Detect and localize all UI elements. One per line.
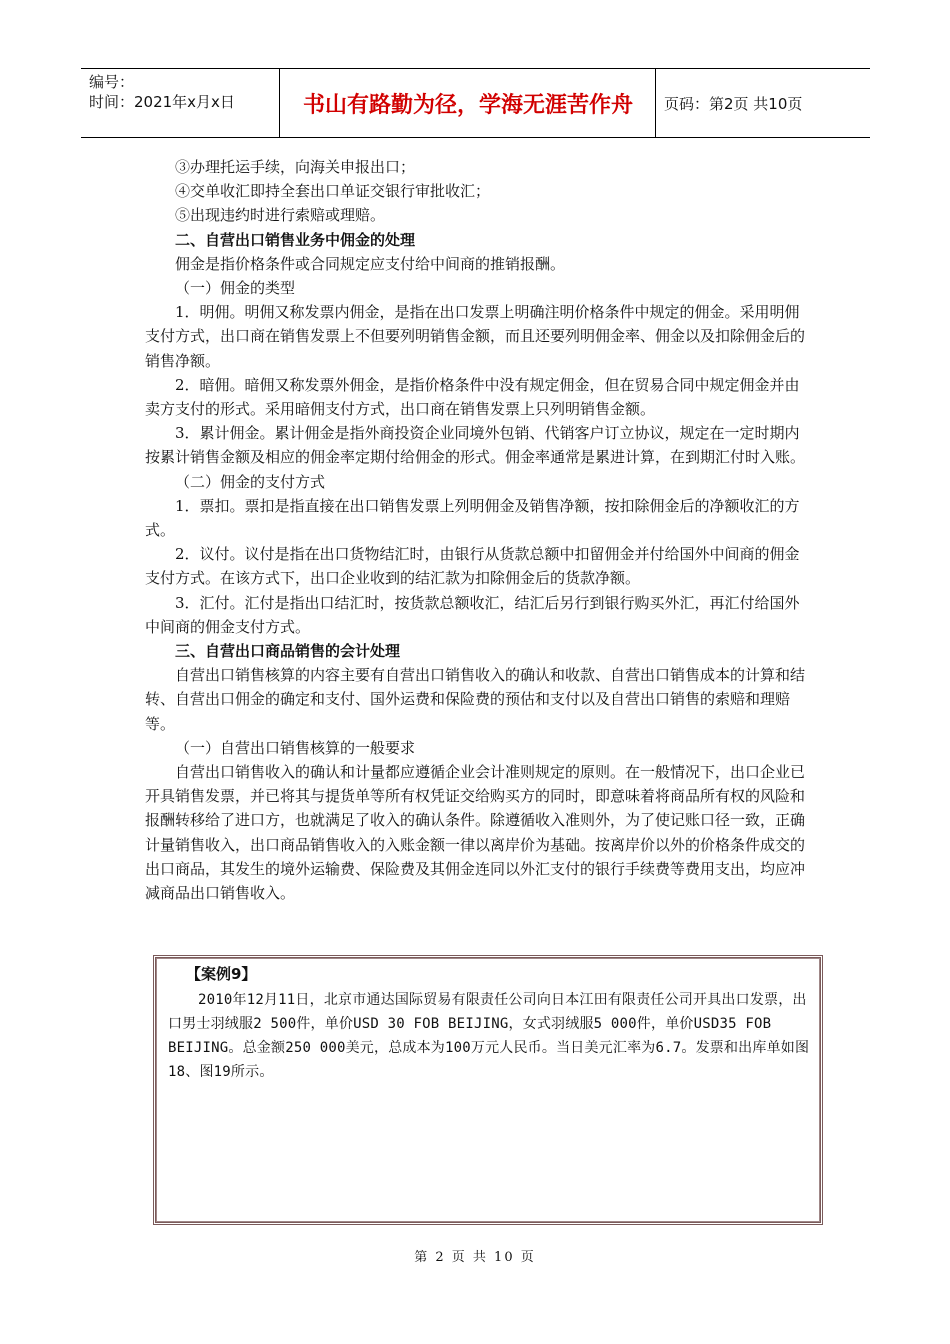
- paragraph: 佣金是指价格条件或合同规定应支付给中间商的推销报酬。: [175, 254, 566, 273]
- paragraph: ④交单收汇即持全套出口单证交银行审批收汇；: [175, 182, 491, 201]
- paragraph: 3．汇付。汇付是指出口结汇时，按货款总额收汇，结汇后另行到银行购买外汇，再汇付给国外中间商的佣金支付方式。: [145, 593, 800, 636]
- case-title: 【案例9】: [186, 965, 257, 983]
- case-body: 2010年12月11日，北京市通达国际贸易有限责任公司向日本江田有限责任公司开具出口发票，出口男士羽绒服2 500件，单价USD 30 FOB BEIJING，女式羽绒服5 000件，单价USD35 FOB BEIJING。总金额250 000美元，总成本为100万元人民币。当日美元汇率为6.7。发票和出库单如图18、图19所示。: [168, 992, 810, 1080]
- page-header: [81, 68, 870, 138]
- section-heading: 三、自营出口商品销售的会计处理: [175, 642, 401, 661]
- header-date: 时间：2021年x月x日: [89, 93, 235, 111]
- page-footer: 第 2 页 共 10 页: [414, 1250, 536, 1265]
- document-body: [145, 155, 805, 905]
- paragraph: ③办理托运手续，向海关申报出口；: [175, 158, 416, 176]
- header-page-info: 页码：第2页 共10页: [664, 94, 803, 113]
- paragraph: ⑤出现违约时进行索赔或理赔。: [175, 206, 386, 225]
- header-meta: [81, 69, 280, 137]
- paragraph: 自营出口销售收入的确认和计量都应遵循企业会计准则规定的原则。在一般情况下，出口企业已开具销售发票，并已将其与提货单等所有权凭证交给购买方的同时，即意味着将商品所有权的风险和报酬转移给了进口方，也就满足了收入的确认条件。除遵循收入准则外，为了使记账口径一致，正确计量销售收入，出口商品销售收入的入账金额一律以离岸价为基础。按离岸价以外的价格条件成交的出口商品，其发生的境外运输费、保险费及其佣金连同以外汇支付的银行手续费等费用支出，均应冲减商品出口销售收入。: [145, 763, 806, 903]
- paragraph: 3．累计佣金。累计佣金是指外商投资企业同境外包销、代销客户订立协议，规定在一定时期内按累计销售金额及相应的佣金率定期付给佣金的形式。佣金率通常是累进计算，在到期汇付时入账。: [145, 424, 806, 467]
- paragraph: 1．票扣。票扣是指直接在出口销售发票上列明佣金及销售净额，按扣除佣金后的净额收汇的方式。: [145, 496, 800, 540]
- paragraph: （一）佣金的类型: [175, 279, 296, 298]
- paragraph: 自营出口销售核算的内容主要有自营出口销售收入的确认和收款、自营出口销售成本的计算和结转、自营出口佣金的确定和支付、国外运费和保险费的预估和支付以及自营出口销售的索赔和理赔等。: [145, 666, 806, 733]
- case-box: [153, 955, 823, 1225]
- paragraph: （二）佣金的支付方式: [175, 472, 326, 491]
- paragraph: 1．明佣。明佣又称发票内佣金，是指在出口发票上明确注明价格条件中规定的佣金。采用明佣支付方式，出口商在销售发票上不但要列明销售金额，而且还要列明佣金率、佣金以及扣除佣金后的销售净额。: [145, 303, 806, 370]
- paragraph: （一）自营出口销售核算的一般要求: [175, 738, 416, 757]
- section-heading: 二、自营出口销售业务中佣金的处理: [175, 230, 416, 249]
- paragraph: 2．暗佣。暗佣又称发票外佣金，是指价格条件中没有规定佣金，但在贸易合同中规定佣金并由卖方支付的形式。采用暗佣支付方式，出口商在销售发票上只列明销售金额。: [145, 375, 800, 419]
- paragraph: 2．议付。议付是指在出口货物结汇时，由银行从货款总额中扣留佣金并付给国外中间商的佣金支付方式。在该方式下，出口企业收到的结汇款为扣除佣金后的货款净额。: [145, 545, 800, 588]
- header-number: 编号：: [89, 73, 135, 91]
- header-motto: 书山有路勤为径，学海无涯苦作舟: [281, 69, 656, 137]
